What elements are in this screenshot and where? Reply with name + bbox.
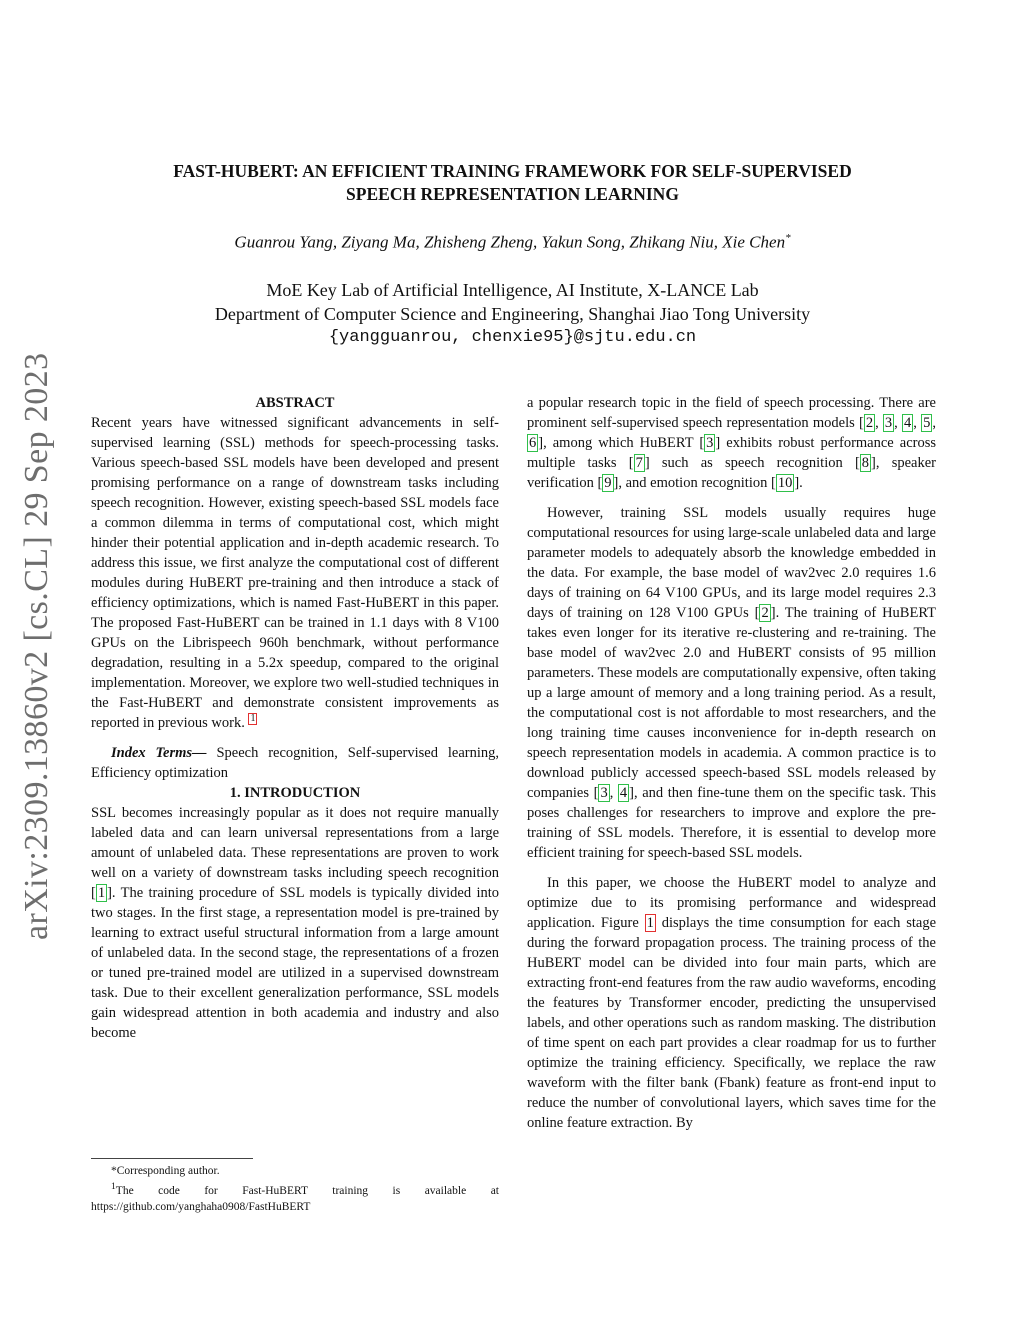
index-terms <box>91 743 499 783</box>
citation-link[interactable]: 3 <box>884 415 893 431</box>
title-line-2: SPEECH REPRESENTATION LEARNING <box>346 184 679 204</box>
rc-text: ], speaker verification [ <box>527 455 936 491</box>
intro-text-a: SSL becomes increasingly popular as it does not require manually labeled data and can learn universal representations from a large amount of unlabeled data. These representations are proven to work well on a variety of downstream tasks including speech recognition [ <box>91 805 499 901</box>
citation-link[interactable]: 2 <box>865 415 874 431</box>
rc-text: ], and then fine-tune them on the specific task. This poses challenges for researchers to improve and explore the pre-training of SSL models. Therefore, it is essential to develop more efficient training for speech-based SSL models. <box>527 785 937 861</box>
authors-text: Guanrou Yang, Ziyang Ma, Zhisheng Zheng, Yakun Song, Zhikang Niu, Xie Chen <box>234 232 786 252</box>
footnote-code <box>91 1179 499 1199</box>
rc-text: In this paper, we choose the HuBERT model to analyze and optimize due to its promising performance and widespread application. Figure <box>527 875 936 931</box>
citation-link[interactable]: 3 <box>706 435 714 451</box>
rc-text: a popular research topic in the field of speech processing. There are prominent self-supervised speech representation models [ <box>527 395 936 431</box>
abstract-text: Recent years have witnessed significant advancements in self-supervised learning (SSL) methods for speech-processing tasks. Various speech-based SSL models have been developed and present promising performance on a range of downstream tasks including speech recognition. However, existing speech-based SSL models face a common dilemma in terms of computational cost, which might hinder their potential application and in-depth academic research. To address this issue, we first analyze the computational cost of different modules during HuBERT pre-training and then introduce a stack of efficiency optimizations, which is named Fast-HuBERT in this paper. The proposed Fast-HuBERT can be trained in 1.1 days with 8 V100 GPUs on the Librispeech 960h benchmark, without performance degradation, resulting in a 5.2x speedup, compared to the original implementation. Moreover, we explore two well-studied techniques in the Fast-HuBERT and demonstrate consistent improvements as reported in previous work. <box>91 415 499 731</box>
citation-link[interactable]: 10 <box>777 475 793 491</box>
rc-text: ], and emotion recognition [ <box>613 475 776 491</box>
figure-link[interactable]: 1 <box>646 915 654 931</box>
citation-link[interactable]: 8 <box>861 455 870 471</box>
abstract-heading: ABSTRACT <box>255 395 335 411</box>
author-list <box>90 232 935 253</box>
rc-text: ] such as speech recognition [ <box>644 455 860 471</box>
right-column <box>527 393 936 1133</box>
affiliations <box>90 278 935 350</box>
affiliation-department: Department of Computer Science and Engineering, Shanghai Jiao Tong University <box>214 304 811 324</box>
footnote-rule <box>91 1158 253 1159</box>
footnotes <box>91 1163 499 1215</box>
arxiv-identifier: arXiv:2309.13860v2 [cs.CL] 29 Sep 2023 <box>18 352 55 940</box>
email-addresses: {yangguanrou, chenxie95}@sjtu.edu.cn <box>328 328 697 347</box>
rc-text: ]. <box>794 475 803 491</box>
body-paragraph-method <box>527 873 936 1133</box>
citation-link[interactable]: 7 <box>635 455 643 471</box>
corresponding-mark: * <box>785 232 791 244</box>
footnote-code-text: The code for Fast-HuBERT training is available at <box>115 1184 499 1197</box>
intro-paragraph-continued: a popular research topic in the field of speech processing. There are prominent self-supervised speech representation models [ 2 , 3 , 4 , 5 , 6 ], among which HuBERT [ 3 ] exhibits robust performance across multiple tasks [ 7 ] such as speech recognition [ 8 ], speaker verification [ 9 ], and emotion recognition [ 10 ]. <box>527 395 937 491</box>
rc-text: ], among which HuBERT [ <box>538 435 705 451</box>
footnote-link[interactable]: 1 <box>250 713 256 725</box>
rc-text: ]. The training of HuBERT takes even longer for its iterative re-clustering and re-training. The base model of wav2vec 2.0 and HuBERT consists of 95 million parameters. These models are computationally expensive, often taking up a large amount of memory and a long training period. As a result, the computational cost is not affordable to most researchers, and the long training time causes inconvenience for in-depth research on speech representation models in academia. A common practice is to download publicly accessed speech-based SSL models released by companies [ <box>527 605 936 801</box>
citation-link[interactable]: 4 <box>619 785 628 801</box>
citation-link[interactable]: 6 <box>529 435 537 451</box>
rc-text: However, training SSL models usually requires huge computational resources for using large-scale unlabeled data and large parameter models to adequately absorb the knowledge embedded in the data. For example, the base model of wav2vec 2.0 requires 1.6 days of training on 64 V100 GPUs, and its large model requires 2.3 days of training on 128 V100 GPUs [ <box>527 505 936 621</box>
section-heading-introduction: 1. INTRODUCTION <box>229 785 361 801</box>
body-paragraph-cost: However, training SSL models usually requires huge computational resources for using large-scale unlabeled data and large parameter models to adequately absorb the knowledge embedded in the data. For example, the base model of wav2vec 2.0 requires 1.6 days of training on 64 V100 GPUs, and its large model requires 2.3 days of training on 128 V100 GPUs [ 2 ]. The training of HuBERT takes even longer for its iterative re-clustering and re-training. The base model of wav2vec 2.0 and HuBERT consists of 95 million parameters. These models are computationally expensive, often taking up a large amount of memory and a long training period. As a result, the computational cost is not affordable to most researchers, and the long training time causes inconvenience for in-depth research on speech representation models in academia. A common practice is to download publicly accessed speech-based SSL models released by companies [ 3 , 4 ], and then fine-tune them on the specific task. This poses challenges for researchers to improve and explore the pre-training of SSL models. Therefore, it is essential to develop more efficient training for speech-based SSL models. <box>527 505 937 861</box>
citation-link[interactable]: 2 <box>761 605 769 621</box>
left-column <box>91 393 499 1043</box>
rc-text: displays the time consumption for each stage during the forward propagation process. The training process of the HuBERT model can be divided into four main parts, which are extracting front-end features from the raw audio waveforms, encoding the features by Transformer encoder, predicting the unsupervised labels, and other operations such as random masking. The distribution of time spent on each part provides a clear roadmap for us to further optimize the training efficiency. Specifically, we replace the raw waveform with the filter bank (Fbank) feature as front-end input to reduce the number of convolutional layers, which saves time for the online feature extraction. By <box>527 915 937 1131</box>
paper-title <box>90 160 935 206</box>
abstract-body <box>91 413 499 733</box>
affiliation-lab: MoE Key Lab of Artificial Intelligence, AI Institute, X-LANCE Lab <box>266 280 759 300</box>
intro-paragraph <box>91 803 499 1043</box>
title-line-1: FAST-HUBERT: AN EFFICIENT TRAINING FRAMEWORK FOR SELF-SUPERVISED <box>173 161 852 181</box>
citation-link[interactable]: 3 <box>600 785 608 801</box>
rc-text: ] exhibits robust performance across multiple tasks [ <box>527 435 936 471</box>
index-terms-label: Index Terms— <box>111 745 207 761</box>
footnote-code-mark: 1 <box>111 1181 116 1192</box>
footnote-code-url[interactable]: https://github.com/yanghaha0908/FastHuBERT <box>91 1200 311 1213</box>
citation-link[interactable]: 9 <box>604 475 612 491</box>
intro-text-b: ]. The training procedure of SSL models is typically divided into two stages. In the first stage, a representation model is pre-trained by learning to extract useful structural information from a large amount of unlabeled data. In the second stage, the representations of a frozen or tuned pre-trained model are utilized in a supervised downstream task. Due to their excellent generalization performance, SSL models gain widespread attention in both academia and industry and also become <box>91 885 499 1041</box>
footnote-corresponding: *Corresponding author. <box>111 1165 220 1177</box>
citation-link[interactable]: 5 <box>923 415 931 431</box>
index-terms-text: Speech recognition, Self-supervised learning, Efficiency optimization <box>91 745 499 781</box>
citation-link[interactable]: 4 <box>904 415 912 431</box>
citation-link[interactable]: 1 <box>97 885 106 901</box>
